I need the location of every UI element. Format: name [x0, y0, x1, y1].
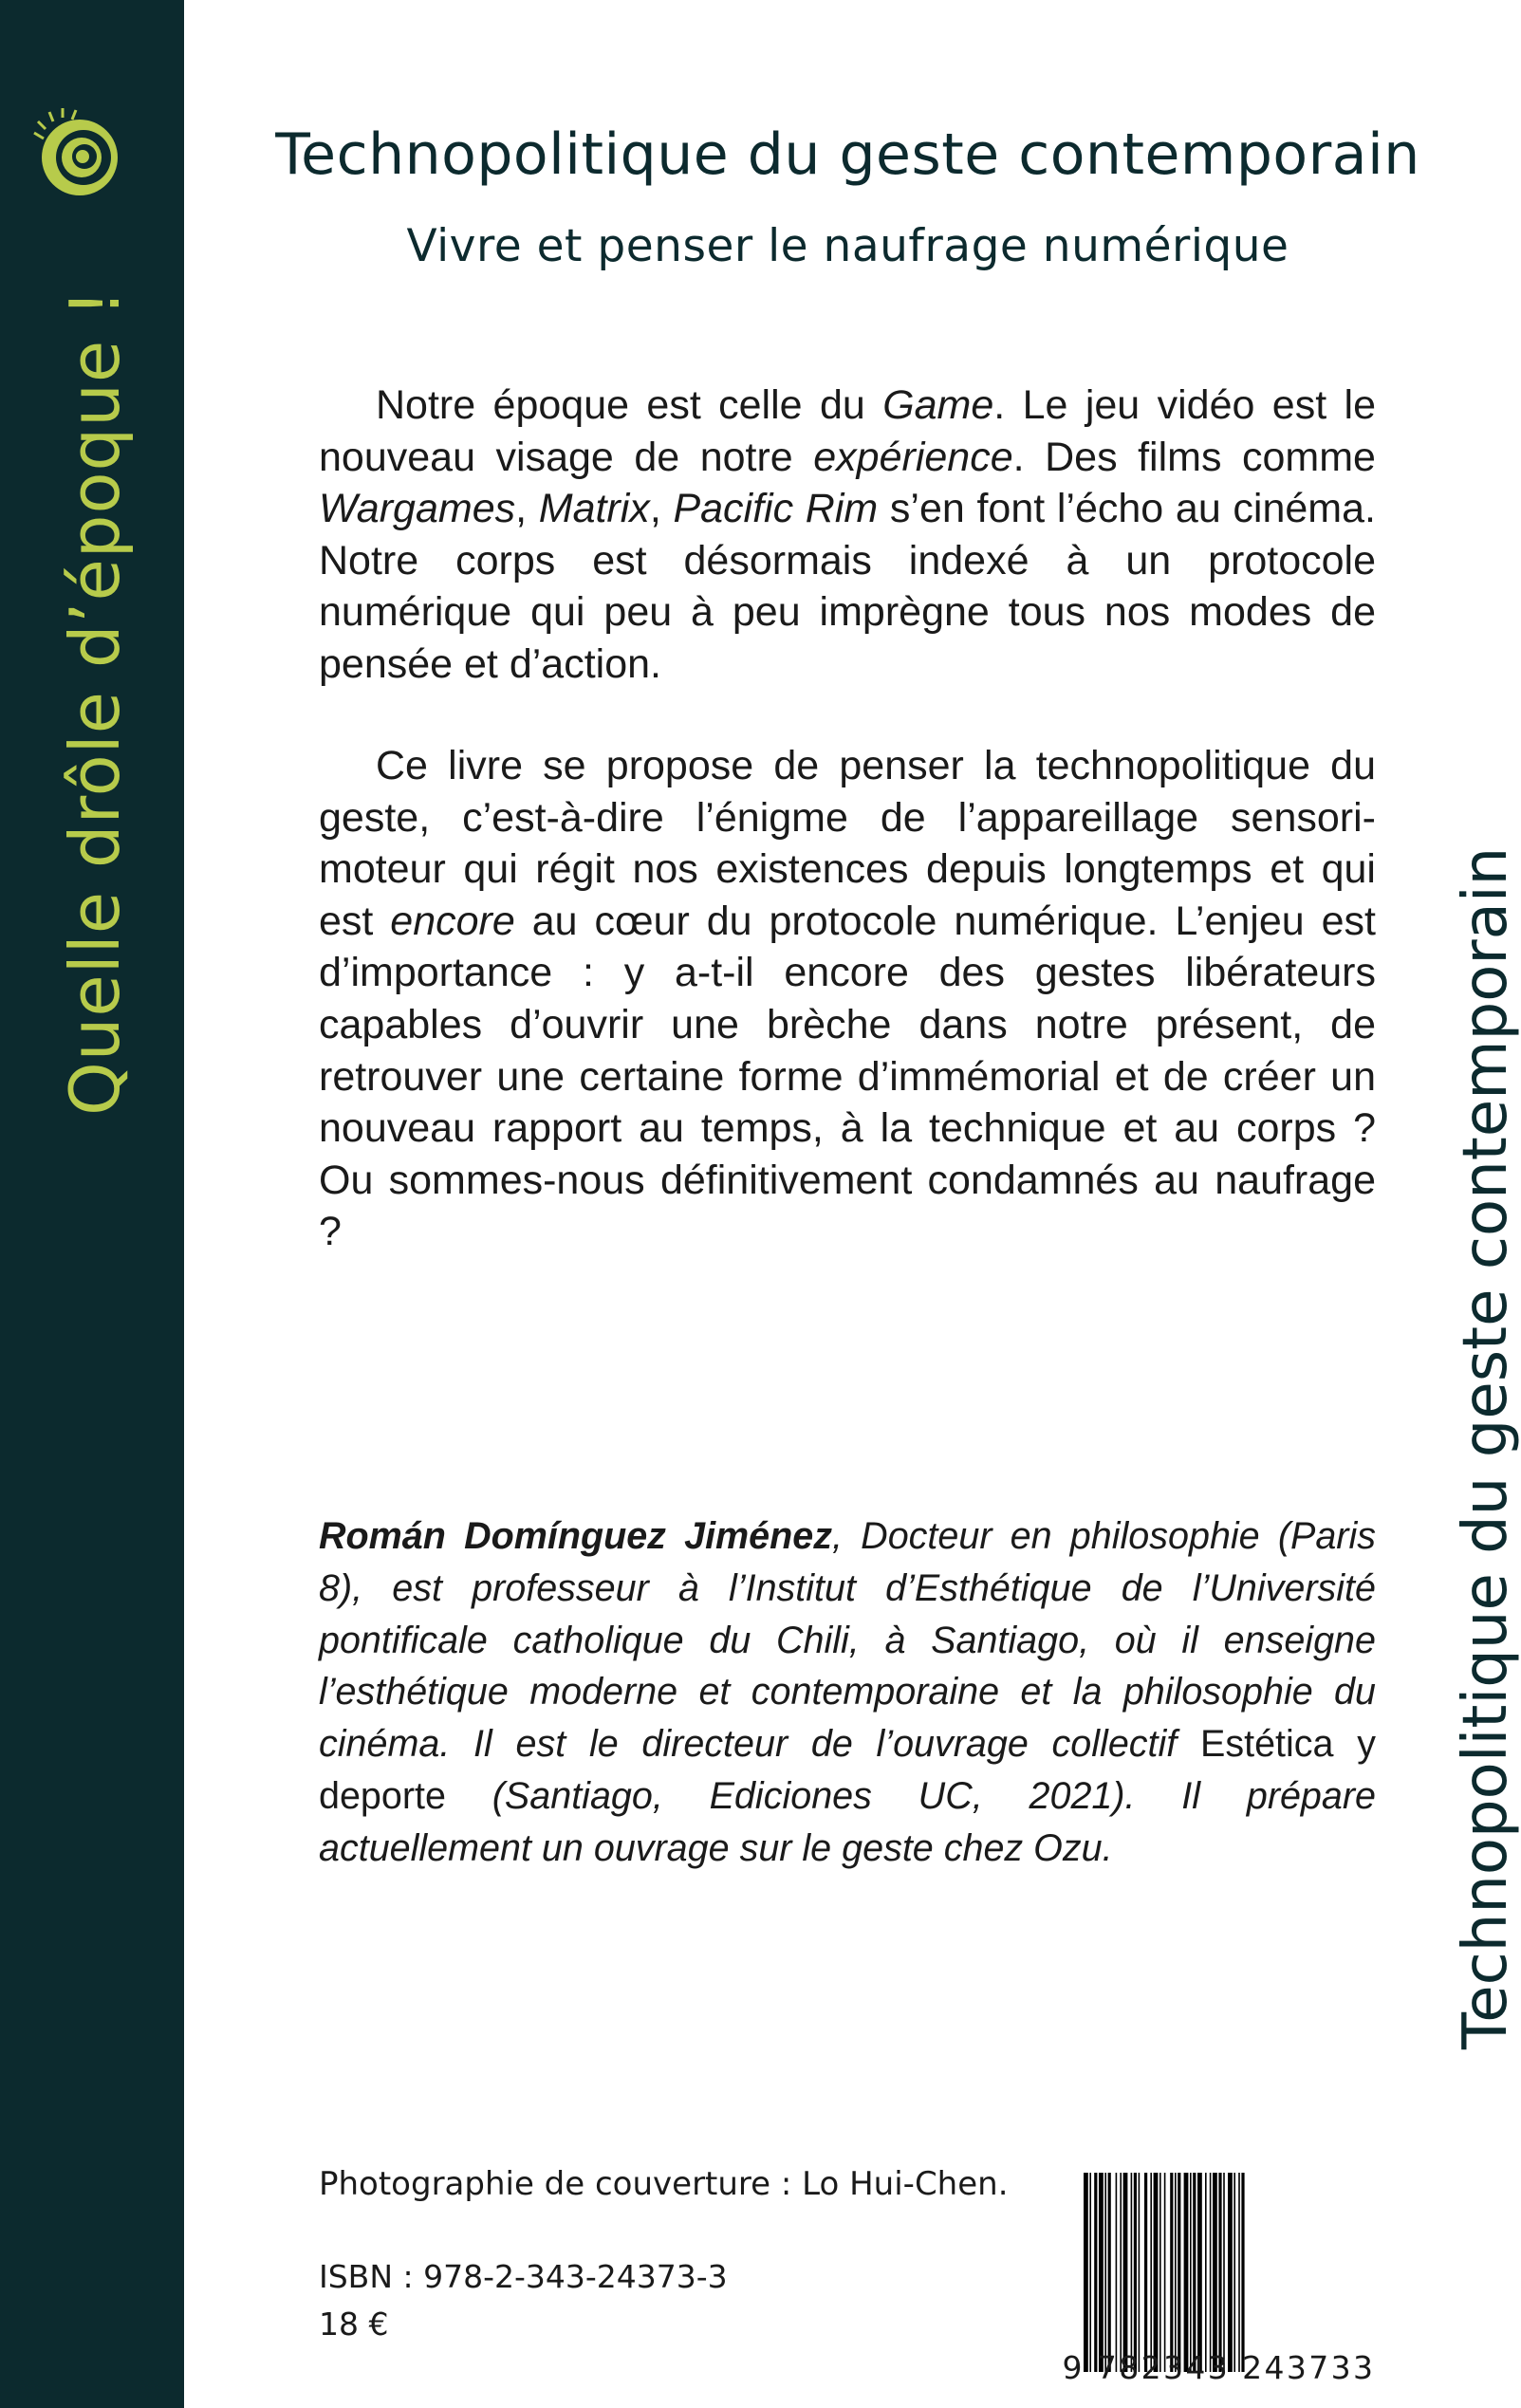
text-run: s’en font l’écho au cinéma. Notre corps est désormais indexé à un protocole numérique qui peu à peu imprègne tous nos modes de pensée et d’action.: [319, 486, 1376, 687]
text-run: ,: [649, 486, 674, 532]
barcode-bar: [1205, 2173, 1207, 2372]
film-title: Wargames: [319, 486, 516, 532]
text-run: Notre époque est celle du: [376, 382, 883, 428]
barcode-bar: [1116, 2173, 1118, 2372]
book-subtitle: Vivre et penser le naufrage numérique: [406, 220, 1289, 272]
barcode-bar: [1218, 2173, 1221, 2372]
spiral-shell-icon: [25, 101, 129, 205]
barcode-bar: [1170, 2173, 1173, 2372]
blurb-paragraph-1: [319, 380, 1376, 691]
series-title-container: [38, 251, 152, 1153]
barcode-bar: [1120, 2173, 1122, 2372]
barcode-bar: [1159, 2173, 1161, 2372]
sidebar-band: [0, 0, 184, 2408]
barcode-bar: [1139, 2173, 1141, 2372]
barcode-bar: [1238, 2173, 1240, 2372]
blurb-paragraph-2: [319, 740, 1376, 1258]
barcode-bar: [1094, 2173, 1097, 2372]
book-title: Technopolitique du geste contemporain: [275, 121, 1420, 188]
spine-strip: [1442, 846, 1521, 2049]
barcode-digits: 9 782343 243733: [1062, 2349, 1376, 2386]
barcode-bar: [1184, 2173, 1189, 2372]
text-run: . Le jeu vidéo est le nouveau visage de notre: [319, 382, 1376, 480]
barcode-bar: [1210, 2173, 1212, 2372]
barcode-bar: [1178, 2173, 1180, 2372]
barcode-bar: [1108, 2173, 1111, 2372]
barcode-bar: [1190, 2173, 1192, 2372]
barcode-bar: [1134, 2173, 1137, 2372]
text-run: . Des films comme: [1012, 434, 1376, 480]
author-name: Román Domínguez Jiménez: [319, 1515, 832, 1557]
film-title: Pacific Rim: [673, 486, 879, 532]
work-title: Estética y deporte: [319, 1723, 1376, 1817]
film-title: Matrix: [538, 486, 650, 532]
isbn: ISBN : 978-2-343-24373-3: [319, 2258, 728, 2295]
barcode-bar: [1233, 2173, 1235, 2372]
barcode-bar: [1131, 2173, 1133, 2372]
price: 18 €: [319, 2306, 389, 2343]
barcode-bar: [1104, 2173, 1106, 2372]
photo-credit: Photographie de couverture : Lo Hui-Chen.: [319, 2165, 1009, 2203]
barcode-bar: [1241, 2173, 1244, 2372]
author-bio: [319, 1510, 1376, 1875]
barcode-bar: [1099, 2173, 1104, 2372]
barcode-bar: [1197, 2173, 1202, 2372]
bio-text: , Docteur en philosophie (Paris 8), est professeur à l’Institut d’Esthétique de l’Université pontificale catholique du Chili, à Santiago, où il enseigne l’esthétique moderne et contemporaine et la philosophie du cinéma. Il est le directeur de l’ouvrage collectif: [319, 1515, 1376, 1766]
text-run: Ce livre se propose de penser la technopolitique du geste, c’est-à-dire l’énigme de l’appareillage sensori-moteur qui régit nos existences depuis longtemps et qui est: [319, 743, 1376, 944]
barcode-bar: [1123, 2173, 1128, 2372]
text-run: au cœur du protocole numérique. L’enjeu est d’importance : y a-t-il encore des gestes libérateurs capables d’ouvrir une brèche dans notre présent, de retrouver une certaine forme d’immémorial et de créer un nouveau rapport au temps, à la technique et au corps ? Ou sommes-nous définitivement condamnés au naufrage ?: [319, 898, 1376, 1255]
barcode-bar: [1164, 2173, 1166, 2372]
barcode-bar: [1154, 2173, 1159, 2372]
barcode-bar: [1223, 2173, 1225, 2372]
barcode-bar: [1193, 2173, 1196, 2372]
barcode-bar: [1144, 2173, 1147, 2372]
italic-run: Game: [882, 382, 994, 428]
barcode-bar: [1084, 2173, 1088, 2372]
italic-run: encore: [390, 898, 515, 944]
bio-text: (Santiago, Ediciones UC, 2021). Il prépare actuellement un ouvrage sur le geste chez Ozu.: [319, 1774, 1376, 1869]
barcode-bar: [1228, 2173, 1233, 2372]
italic-run: expérience: [813, 434, 1013, 480]
text-run: ,: [515, 486, 539, 532]
barcode-bar: [1213, 2173, 1217, 2372]
series-title: Quelle drôle d’époque !: [55, 288, 135, 1116]
spine-title: Technopolitique du geste contemporain: [1451, 846, 1521, 2049]
barcode-bar: [1175, 2173, 1177, 2372]
barcode-bar: [1089, 2173, 1091, 2372]
barcode-bar: [1150, 2173, 1152, 2372]
barcode: [1084, 2173, 1378, 2372]
